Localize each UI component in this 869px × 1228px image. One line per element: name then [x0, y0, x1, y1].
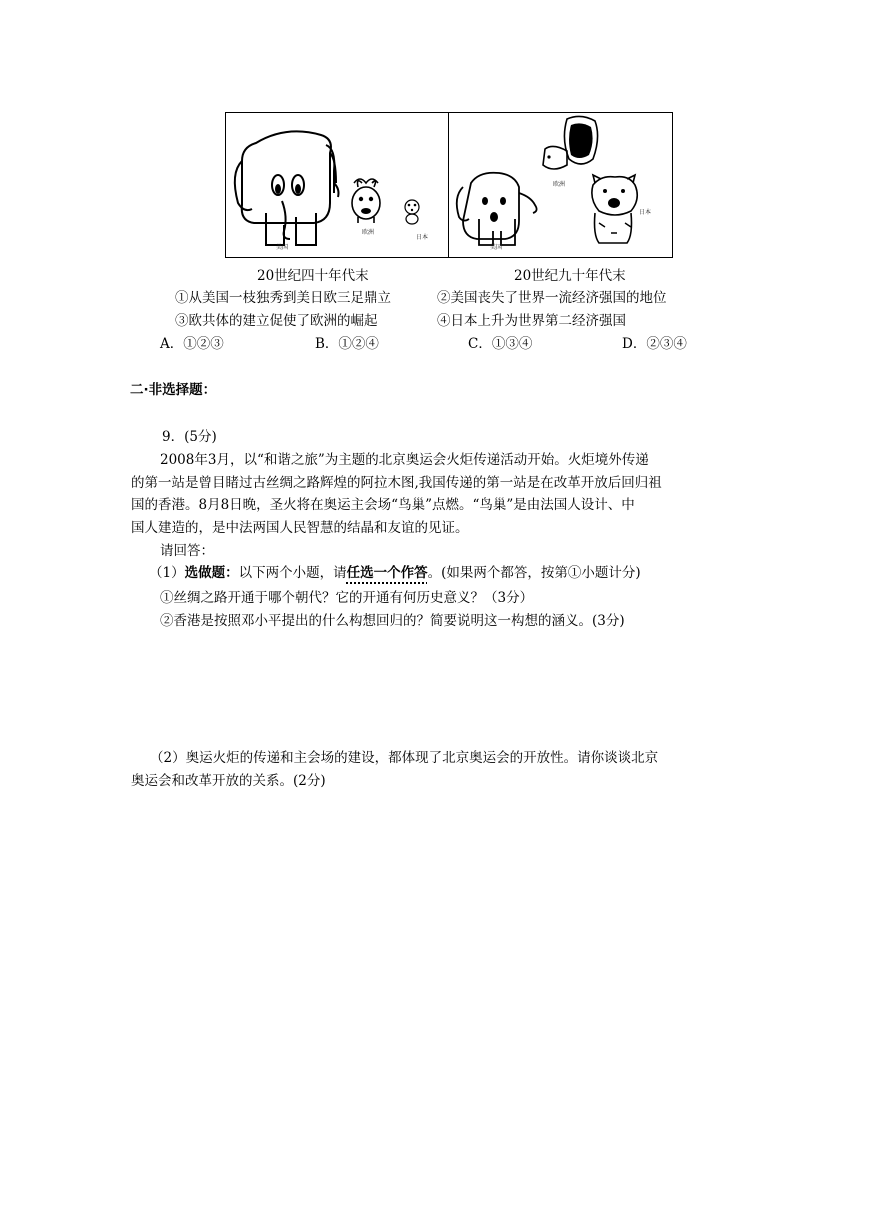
- cartoon-figure: [225, 112, 673, 258]
- figure-panel-1940s: [226, 113, 448, 257]
- choose-one-emphasis: 任选一个作答: [346, 565, 428, 581]
- caption-1990s: 20世纪九十年代末: [514, 268, 626, 284]
- option-a: A．①②③: [160, 336, 224, 352]
- statement-4: ④日本上升为世界第二经济强国: [437, 313, 626, 329]
- subquestion-2-line-1: （2）奥运火炬的传递和主会场的建设，都体现了北京奥运会的开放性。请你谈谈北京: [150, 750, 659, 766]
- question-number: 9．(5分): [162, 429, 217, 445]
- option-d: D．②③④: [622, 336, 687, 352]
- caption-1940s: 20世纪四十年代末: [257, 268, 369, 284]
- figure-panel-1990s: [449, 113, 672, 257]
- statement-3: ③欧共体的建立促使了欧洲的崛起: [175, 313, 378, 329]
- label-europe-1990s: 欧洲: [553, 181, 566, 188]
- answer-prompt: 请回答：: [160, 543, 214, 559]
- label-europe-1940s: 欧洲: [362, 229, 375, 236]
- subquestion-1-text: 以下两个小题，请: [238, 565, 347, 581]
- section-heading: 二·非选择题：: [130, 382, 217, 398]
- label-usa-1990s: 美国: [490, 244, 503, 251]
- paragraph-line-1: 2008年3月，以“和谐之旅”为主题的北京奥运会火炬传递活动开始。火炬境外传递: [160, 452, 649, 468]
- subquestion-1-option-2: ②香港是按照邓小平提出的什么构想回归的？简要说明这一构想的涵义。(3分): [160, 613, 625, 629]
- subquestion-1-option-1: ①丝绸之路开通于哪个朝代？它的开通有何历史意义？（3分）: [160, 590, 534, 606]
- paragraph-line-4: 国人建造的，是中法两国人民智慧的结晶和友谊的见证。: [131, 520, 469, 536]
- label-usa-1940s: 美国: [276, 244, 289, 251]
- label-japan-1990s: 日本: [639, 209, 652, 216]
- option-c: C．①③④: [468, 336, 533, 352]
- cartoon-1940s-illustration: [226, 113, 448, 259]
- elective-label: 选做题：: [184, 565, 239, 581]
- subquestion-1-prefix: （1）: [149, 565, 185, 581]
- subquestion-1-suffix: 。(如果两个都答，按第①小题计分): [427, 565, 641, 581]
- paragraph-line-3: 国的香港。8月8日晚，圣火将在奥运主会场“鸟巢”点燃。“鸟巢”是由法国人设计、中: [131, 497, 635, 513]
- label-japan-1940s: 日本: [416, 234, 429, 241]
- subquestion-2-line-2: 奥运会和改革开放的关系。(2分): [131, 773, 326, 789]
- option-b: B．①②④: [315, 336, 379, 352]
- statement-2: ②美国丧失了世界一流经济强国的地位: [437, 290, 667, 306]
- paragraph-line-2: 的第一站是曾目睹过古丝绸之路辉煌的阿拉木图,我国传递的第一站是在改革开放后回归祖: [131, 475, 662, 491]
- subquestion-1-instruction: [149, 564, 641, 582]
- statement-1: ①从美国一枝独秀到美日欧三足鼎立: [175, 290, 391, 306]
